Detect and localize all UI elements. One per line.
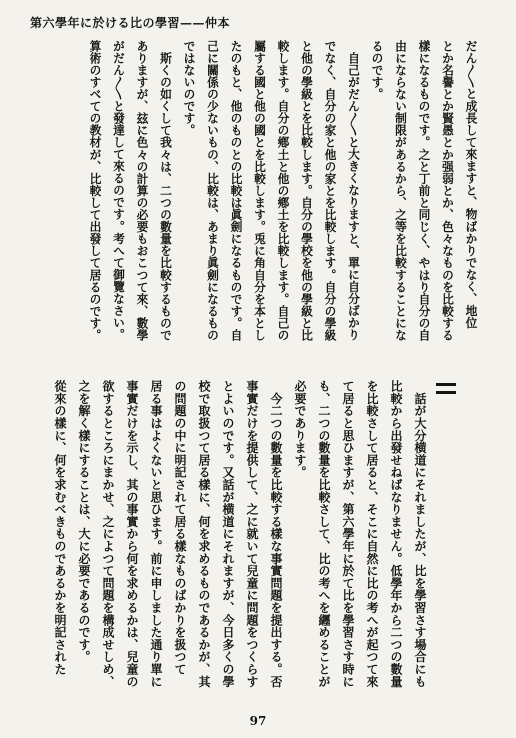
text-line: 之を解く樣にすることは、大に必要であるのです。 [77,380,91,663]
text-line: 較します。自分の鄕土と他の鄕土を比較します。自己の [276,40,290,342]
text-line: 比較から出發せねばなりません。低學年から二つの數量 [389,380,403,688]
text-line: ありますが、玆に色々の計算の必要もおこつて來、數學 [135,40,149,342]
lower-text-block [48,380,432,690]
text-line: の問題の中に明記されて居る樣なものばかりを扱つて [173,380,187,676]
text-line: ではないのです。 [182,40,196,137]
text-line: 自己がだん〳〵と大きくなりますと、單に自分ばかり [346,40,361,341]
text-line: 樣になるものです。之と丁前と同じく、やはり自分の自 [417,40,431,342]
text-line: だん〳〵と成長して來ますと、物ばかりでなく、地位 [464,40,478,329]
text-line: 話が大分横道にそれましたが、比を學習さす場合にも [413,380,427,688]
running-header: 第六學年に於ける比の學習——仲本 [30,16,231,30]
text-line: とよいのです。又話が横道にそれますが、今日多くの學 [221,380,235,688]
text-line: がだん〳〵と發達して來るのです。考へて御覽なさい。 [111,40,126,341]
text-line: 事實だけを提供して、之に就いて兒童に問題をつくらす [245,380,259,688]
text-line: 今二つの數量を比較する樣な事實問題を提出する。否 [269,380,283,688]
text-line: 校で取扱つて居る樣に、何を求めるものであるかが、其 [197,380,211,688]
text-line: 事實だけを示し、其の事實から何を求めるかは、兒童の [125,380,139,688]
text-line: 由にならない制限があるから、之等を比較することにな [393,40,408,342]
text-line: 居る事はよくないと思ひます。前に申しました通り單に [149,380,163,688]
text-line: と他の學級とを比較します。自分の學校を他の學級と比 [299,40,314,342]
text-line: て居ると思ひますが、第六學年に於て比を學習さす時に [341,380,355,688]
text-line: 屬する國と他の國とを比較します。兎に角自分を本とし [252,40,267,342]
text-line: 必要であります。 [293,380,307,479]
text-line: たのもと、他のものとの比較は眞劍になるものです。自 [229,40,243,342]
text-line: とか名譽とか賢愚とか强弱とか、色々なものを比較する [440,40,455,342]
text-line: 從來の樣に、何を求むべきものであるかを明記された [53,380,67,676]
text-line: でなく、自分の家と他の家とを比較します。自分の學級 [323,40,337,342]
text-line: を比較さして居ると、そこに自然に比の考へが起つて來 [365,380,379,688]
text-line: るのです。 [370,40,384,101]
page-number: 97 [249,714,267,728]
upper-text-block [83,40,483,340]
text-line: 算術のすべての教材が、比較して出發して居るのです。 [88,40,102,342]
section-number-stroke [436,383,456,386]
section-number-stroke [436,391,456,394]
text-line: 斯くの如くして我々は、二つの數量を比較するもので [158,40,173,342]
text-line: も、二つの數量を比較さして、比の考へを纒めることが [317,380,331,688]
section-number [436,378,456,398]
text-line: 己に關係の少ないもの、比較は、あまり眞劍になるもの [205,40,220,342]
text-line: 欲するところにまかせ、之によつて問題を構成せしめ、 [101,380,115,688]
